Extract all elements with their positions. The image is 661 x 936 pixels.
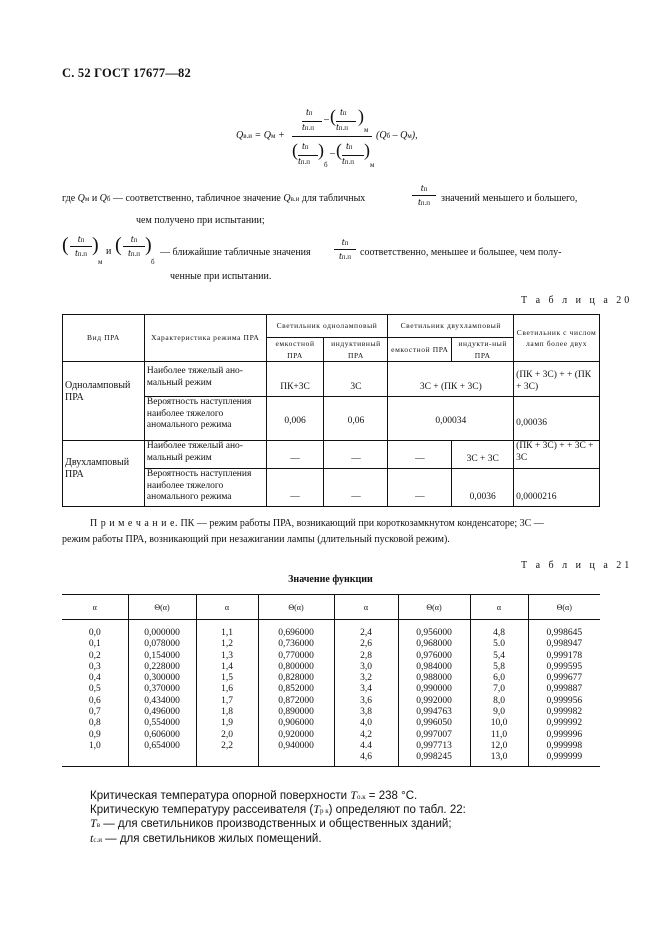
num-tp: tп xyxy=(306,107,313,118)
table-cell: 1,4 xyxy=(196,662,258,673)
table-cell: 0,976000 xyxy=(398,651,470,662)
cell-cap1: 0,006 xyxy=(266,397,324,441)
th-alpha-1: α xyxy=(62,595,128,620)
den-lpar: ( xyxy=(292,140,298,160)
table-cell: 0,999996 xyxy=(528,730,600,741)
table-cell: 1,5 xyxy=(196,673,258,684)
p2-lpar1: ( xyxy=(62,234,69,256)
th-more-two: Светильник с числом ламп более двух xyxy=(514,315,600,362)
table-cell: 1,2 xyxy=(196,639,258,650)
den-minus: – xyxy=(330,148,335,159)
th-alpha-4: α xyxy=(470,595,528,620)
table-cell: 0,999595 xyxy=(528,662,600,673)
table-cell: 0,990000 xyxy=(398,684,470,695)
num-tpp: tп.п xyxy=(302,122,315,133)
cell-ind2: 3С + 3С xyxy=(452,441,514,469)
table-cell: 0,7 xyxy=(88,707,101,718)
table-cell: 0,999178 xyxy=(528,651,600,662)
p2-sub-b: б xyxy=(151,258,155,266)
den-tpp: tп.п xyxy=(298,156,311,167)
th-theta-1: Θ(α) xyxy=(128,595,196,620)
table-cell: 0,8 xyxy=(88,718,101,729)
table-cell: 1,8 xyxy=(196,707,258,718)
table-cell: 0,5 xyxy=(88,684,101,695)
para2-line2: ченные при испытании. xyxy=(170,271,272,282)
table-cell: 10,0 xyxy=(470,718,528,729)
table-cell xyxy=(128,752,196,766)
table-cell: 0,770000 xyxy=(258,651,334,662)
table-cell: 1,0 xyxy=(88,740,101,751)
cell-more: 0,0000216 xyxy=(514,469,600,507)
page-header: С. 52 ГОСТ 17677—82 xyxy=(62,66,191,80)
table-cell xyxy=(196,752,258,766)
table-cell: 1,3 xyxy=(196,651,258,662)
num-minus: – xyxy=(324,114,329,125)
den-rpar: ) xyxy=(318,140,324,160)
table-cell: 0,228000 xyxy=(128,662,196,673)
cell-char: Вероятность наступления наиболее тяжелого аномального режима xyxy=(144,469,266,507)
table-cell: 3,2 xyxy=(334,673,398,684)
cell-ind1: 0,06 xyxy=(324,397,388,441)
table-cell: 0,992000 xyxy=(398,696,470,707)
table-cell: 1,9 xyxy=(196,718,258,729)
table-cell: 0,998947 xyxy=(528,639,600,650)
para1-line1-end: значений меньшего и большего, xyxy=(441,193,578,204)
table-cell: 12,0 xyxy=(470,741,528,752)
table-cell: 2,6 xyxy=(334,639,398,650)
table-row xyxy=(62,662,600,673)
table-cell: 13,0 xyxy=(470,752,528,766)
cell-cap1: — xyxy=(266,441,324,469)
table-cell: 7,0 xyxy=(470,684,528,695)
table-cell: 0,2 xyxy=(88,650,101,661)
para2-text1: — ближайшие табличные значения xyxy=(160,247,311,258)
table-cell: 0,996050 xyxy=(398,718,470,729)
p2-frac1: tп tп.п xyxy=(70,234,92,259)
table-cell: 0,696000 xyxy=(258,620,334,640)
th-alpha-3: α xyxy=(334,595,398,620)
formula-tail: (Qб – Qм), xyxy=(376,130,418,141)
table-cell: 0,998645 xyxy=(528,620,600,640)
cell-cap2: — xyxy=(388,469,452,507)
den-sub-b: б xyxy=(324,161,328,169)
table-cell: 0,999677 xyxy=(528,673,600,684)
table-cell: 0,999992 xyxy=(528,718,600,729)
table-cell: 0,999999 xyxy=(528,752,600,766)
table-cell: 0,300000 xyxy=(128,673,196,684)
table-cell: 0,940000 xyxy=(258,741,334,752)
cell-cap1: — xyxy=(266,469,324,507)
table-cell: 3,8 xyxy=(334,707,398,718)
table-cell: 0,9 xyxy=(88,729,101,740)
th-alpha-2: α xyxy=(196,595,258,620)
para1-line2: чем получено при испытании; xyxy=(136,215,265,226)
table-cell: 0,434000 xyxy=(128,696,196,707)
table-cell: 0,999998 xyxy=(528,741,600,752)
table-cell: 0,872000 xyxy=(258,696,334,707)
table-cell: 4,8 xyxy=(470,620,528,640)
table-cell: 0,6 xyxy=(88,695,101,706)
table-cell: 0,496000 xyxy=(128,707,196,718)
table-row xyxy=(63,441,600,469)
cell-vid: Однолампoвый ПРА xyxy=(63,362,145,441)
critical-line4: tс.и — для светильников жилых помещений. xyxy=(90,831,322,845)
table-cell: 5,8 xyxy=(470,662,528,673)
cell-ind1: — xyxy=(324,469,388,507)
p2-rpar1: ) xyxy=(92,234,99,256)
th-theta-4: Θ(α) xyxy=(528,595,600,620)
th-ind2: индукти-ный ПРА xyxy=(452,338,514,362)
table-cell: 4.4 xyxy=(334,741,398,752)
table-row xyxy=(62,620,600,640)
table-row xyxy=(62,639,600,650)
table-cell: 0,606000 xyxy=(128,730,196,741)
num-rpar: ) xyxy=(358,106,364,126)
note-line2: режим работы ПРА, возникающий при незажигании лампы (длительный пусковой режим). xyxy=(62,534,450,545)
table-cell: 0,999956 xyxy=(528,696,600,707)
table-row xyxy=(63,362,600,397)
table-cell: 0,654000 xyxy=(128,741,196,752)
table-cell: 0,920000 xyxy=(258,730,334,741)
table-cell: 0,999887 xyxy=(528,684,600,695)
th-cap1: емкостной ПРА xyxy=(266,338,324,362)
table-cell: 2,0 xyxy=(196,730,258,741)
table-cell: 0,906000 xyxy=(258,718,334,729)
table-cell: 4,0 xyxy=(334,718,398,729)
table-cell: 0,997713 xyxy=(398,741,470,752)
p2-frac2: tп tп.п xyxy=(123,234,145,259)
num-sub-m: м xyxy=(364,126,369,134)
table-cell: 9,0 xyxy=(470,707,528,718)
table-cell xyxy=(62,752,128,766)
table-cell: 0,997007 xyxy=(398,730,470,741)
table-cell xyxy=(258,752,334,766)
num-tp2: tп xyxy=(340,107,347,118)
table-cell: 0,984000 xyxy=(398,662,470,673)
p2-lpar2: ( xyxy=(115,234,122,256)
table-cell: 0,1 xyxy=(88,639,101,650)
cell-char: Наиболее тяжелый аномальный режим xyxy=(144,362,266,397)
table-cell: 0,370000 xyxy=(128,684,196,695)
cell-more: (ПК + 3С) + + 3С + 3С xyxy=(514,441,600,469)
para2-fractions xyxy=(62,234,154,270)
den-sub-m: м xyxy=(370,161,375,169)
table-21 xyxy=(62,594,600,767)
table-cell: 0,988000 xyxy=(398,673,470,684)
formula-lhs: Qв.и = Qм + xyxy=(236,130,285,141)
den-tp: tп xyxy=(302,141,309,152)
table-cell: 1,7 xyxy=(196,696,258,707)
den-rpar2: ) xyxy=(364,140,370,160)
den-tpp2: tп.п xyxy=(342,156,355,167)
table-20 xyxy=(62,314,600,507)
table-row xyxy=(62,752,600,766)
table-cell: 0,998245 xyxy=(398,752,470,766)
table-cell: 0,800000 xyxy=(258,662,334,673)
th-theta-3: Θ(α) xyxy=(398,595,470,620)
den-lpar2: ( xyxy=(336,140,342,160)
table21-title: Значение функции xyxy=(288,574,373,585)
table-cell: 2,8 xyxy=(334,651,398,662)
table-cell: 11,0 xyxy=(470,730,528,741)
table-cell: 0,852000 xyxy=(258,684,334,695)
den-tp2: tп xyxy=(346,141,353,152)
table-cell: 0,828000 xyxy=(258,673,334,684)
table-row xyxy=(62,707,600,718)
table-row xyxy=(62,718,600,729)
critical-line3: Tв — для светильников производственных и общественных зданий; xyxy=(90,816,452,830)
cell-more: 0,00036 xyxy=(514,397,600,441)
cell-two: 0,00034 xyxy=(388,397,514,441)
formula-q-vi xyxy=(236,106,476,174)
table20-caption: Т а б л и ц а 20 xyxy=(521,295,633,306)
table-cell: 1,6 xyxy=(196,684,258,695)
cell-ind1: 3С xyxy=(324,362,388,397)
table-cell: 3,0 xyxy=(334,662,398,673)
th-ind1: индуктивный ПРА xyxy=(324,338,388,362)
table-row xyxy=(62,684,600,695)
table-cell: 0,736000 xyxy=(258,639,334,650)
critical-line2: Критическую температуру рассеивателя (Tр к) определяют по табл. 22: xyxy=(90,802,466,816)
cell-ind1: — xyxy=(324,441,388,469)
p2-sub-m: м xyxy=(98,258,103,266)
table-cell: 5,4 xyxy=(470,651,528,662)
para2-text2: соответственно, меньшее и большее, чем полу- xyxy=(360,247,562,258)
table-cell: 5.0 xyxy=(470,639,528,650)
table-cell: 0,0 xyxy=(88,628,101,638)
table-cell: 6,0 xyxy=(470,673,528,684)
critical-line1: Критическая температура опорной поверхности To.к = 238 °С. xyxy=(90,788,418,802)
table-row xyxy=(62,730,600,741)
table-cell: 0,078000 xyxy=(128,639,196,650)
th-cap2: емкостной ПРА xyxy=(388,338,452,362)
p2-and: и xyxy=(106,246,112,257)
table-cell: 2,2 xyxy=(196,741,258,752)
table-cell: 0,000000 xyxy=(128,620,196,640)
num-tpp2: tп.п xyxy=(336,122,349,133)
table-cell: 4,2 xyxy=(334,730,398,741)
table-cell: 0,994763 xyxy=(398,707,470,718)
table-cell: 0,956000 xyxy=(398,620,470,640)
para1-fraction: tп tп.п xyxy=(412,183,436,208)
cell-vid: Двухламповый ПРА xyxy=(63,441,145,507)
th-vid: Вид ПРА xyxy=(63,315,145,362)
cell-two: 3С + (ПК + 3С) xyxy=(388,362,514,397)
table-row xyxy=(62,651,600,662)
table-cell: 3,6 xyxy=(334,696,398,707)
para2-fraction: tп tп.п xyxy=(334,237,356,262)
cell-more: (ПК + 3С) + + (ПК + 3С) xyxy=(514,362,600,397)
table-row xyxy=(62,696,600,707)
th-one-lamp: Светильник однолампoвый xyxy=(266,315,388,338)
p2-rpar2: ) xyxy=(145,234,152,256)
table-cell: 0,3 xyxy=(88,661,101,672)
table-cell: 8,0 xyxy=(470,696,528,707)
th-char: Характеристика режима ПРА xyxy=(144,315,266,362)
th-theta-2: Θ(α) xyxy=(258,595,334,620)
table-cell: 0,968000 xyxy=(398,639,470,650)
table-cell: 0,554000 xyxy=(128,718,196,729)
table-row xyxy=(62,673,600,684)
cell-cap2: — xyxy=(388,441,452,469)
cell-ind2: 0,0036 xyxy=(452,469,514,507)
table-cell: 1,1 xyxy=(196,620,258,640)
cell-char: Наиболее тяжелый аномальный режим xyxy=(144,441,266,469)
num-lpar: ( xyxy=(330,106,336,126)
table-cell: 3,4 xyxy=(334,684,398,695)
para1-line1: где Qм и Qб — соответственно, табличное значение Qв.и для табличных xyxy=(62,193,366,204)
th-two-lamp: Светильник двухламповый xyxy=(388,315,514,338)
table21-caption: Т а б л и ц а 21 xyxy=(521,560,633,571)
table-cell: 0,4 xyxy=(88,673,101,684)
table-cell: 4,6 xyxy=(334,752,398,766)
table-cell: 0,154000 xyxy=(128,651,196,662)
cell-cap1: ПК+3С xyxy=(266,362,324,397)
cell-char: Вероятность наступления наиболее тяжелого аномального режима xyxy=(144,397,266,441)
table-cell: 2,4 xyxy=(334,620,398,640)
note-line1: П р и м е ч а н и е. ПК — режим работы ПРА, возникающий при короткозамкнутом конденсаторе; 3С — xyxy=(90,518,544,529)
table-cell: 0,999982 xyxy=(528,707,600,718)
table-cell: 0,890000 xyxy=(258,707,334,718)
table-row xyxy=(62,741,600,752)
